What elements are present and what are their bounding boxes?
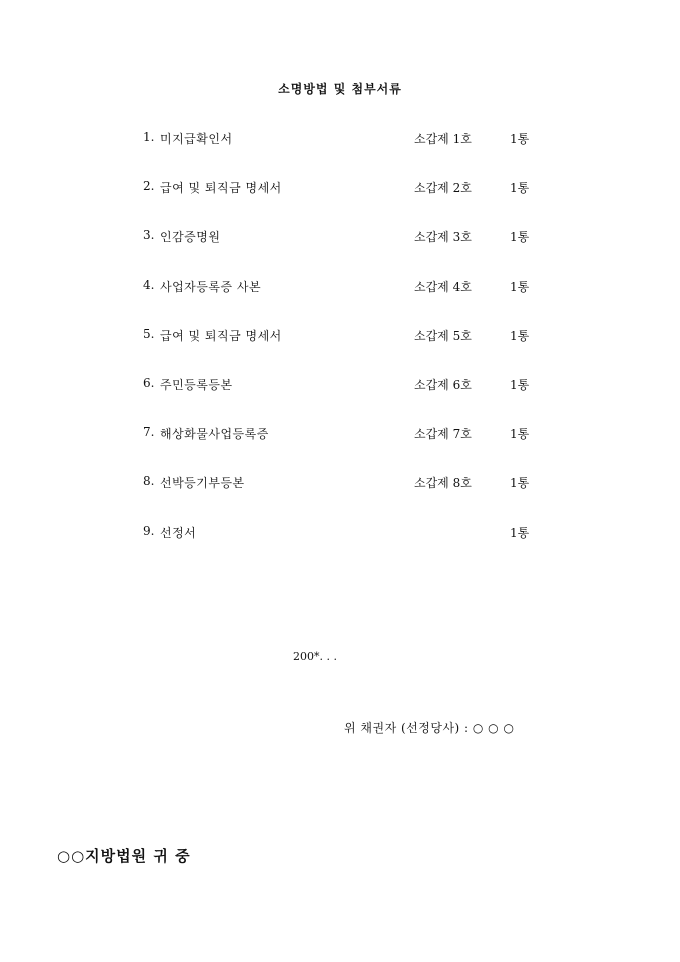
item-name: 해상화물사업등록증 [160, 427, 269, 442]
item-number: 3. [143, 228, 155, 243]
list-item [143, 327, 563, 376]
list-item [143, 524, 563, 573]
item-number: 4. [143, 277, 155, 292]
item-exhibit-code: 소갑제 2호 [414, 181, 472, 196]
item-count: 1통 [510, 230, 530, 245]
item-count: 1통 [510, 279, 530, 294]
document-title: 소명방법 및 첨부서류 [278, 82, 402, 96]
attachment-list [143, 130, 563, 573]
filing-date: 200*. . . [293, 650, 337, 663]
item-number: 5. [143, 326, 155, 341]
item-count: 1통 [510, 525, 530, 540]
list-item [143, 474, 563, 523]
list-item [143, 425, 563, 474]
item-exhibit-code: 소갑제 7호 [414, 427, 472, 442]
item-name: 인감증명원 [160, 230, 221, 245]
item-count: 1통 [510, 181, 530, 196]
item-count: 1통 [510, 328, 530, 343]
item-name: 사업자등록증 사본 [160, 279, 262, 294]
item-exhibit-code: 소갑제 6호 [414, 377, 472, 392]
item-name: 주민등록등본 [160, 377, 233, 392]
item-count: 1통 [510, 427, 530, 442]
list-item [143, 376, 563, 425]
item-name: 선박등기부등본 [160, 476, 245, 491]
item-number: 7. [143, 425, 155, 440]
item-count: 1통 [510, 377, 530, 392]
list-item [143, 130, 563, 179]
item-count: 1통 [510, 132, 530, 146]
item-name: 급여 및 퇴직금 명세서 [160, 328, 282, 343]
list-item [143, 179, 563, 228]
item-exhibit-code: 소갑제 4호 [414, 279, 472, 294]
list-item [143, 278, 563, 327]
item-number: 9. [143, 523, 155, 538]
item-number: 1. [143, 130, 155, 144]
item-name: 미지급확인서 [160, 132, 233, 146]
item-count: 1통 [510, 476, 530, 491]
item-name: 급여 및 퇴직금 명세서 [160, 181, 282, 196]
creditor-signature-line: 위 채권자 (선정당사) : ○ ○ ○ [344, 721, 515, 735]
item-exhibit-code: 소갑제 1호 [414, 132, 472, 146]
item-number: 6. [143, 375, 155, 390]
item-exhibit-code: 소갑제 5호 [414, 328, 472, 343]
item-number: 8. [143, 474, 155, 489]
list-item [143, 228, 563, 277]
item-exhibit-code: 소갑제 3호 [414, 230, 472, 245]
item-name: 선정서 [160, 525, 197, 540]
court-addressee: ○○지방법원 귀 중 [57, 847, 191, 865]
item-exhibit-code: 소갑제 8호 [414, 476, 472, 491]
item-number: 2. [143, 179, 155, 194]
